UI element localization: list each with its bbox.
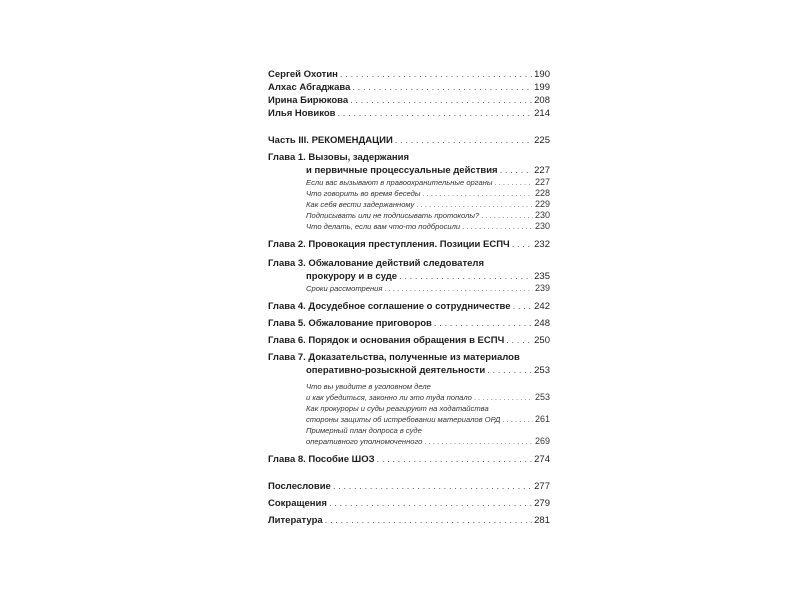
toc-entry-chapter-3: [268, 257, 550, 283]
toc-entry-label: Ирина Бирюкова: [268, 95, 349, 106]
toc-page-number: 253: [534, 392, 550, 402]
toc-subentry: [268, 188, 550, 199]
toc-page-number: 269: [534, 436, 550, 446]
leader-dots: [434, 317, 532, 330]
toc-entry-chapter-1: [268, 151, 550, 177]
toc-entry-afterword: [268, 480, 550, 493]
toc-entry-label: Глава 4. Досудебное соглашение о сотрудничестве: [268, 301, 511, 312]
toc-entry-label: Глава 3. Обжалование действий следователя: [268, 258, 484, 269]
toc-page-number: 253: [534, 365, 550, 376]
leader-dots: [481, 210, 533, 221]
leader-dots: [325, 514, 532, 527]
leader-dots: [352, 81, 532, 94]
toc-subentry-label-cont: стороны защиты об истребовании материалов ОРД: [306, 415, 501, 424]
toc-subentry-label: Что делать, если вам что-то подбросили: [306, 222, 461, 231]
toc-entry-label: Сергей Охотин: [268, 69, 338, 80]
toc-entry-label: Илья Новиков: [268, 108, 336, 119]
toc-page-number: 261: [534, 414, 550, 424]
leader-dots: [487, 364, 532, 377]
leader-dots: [333, 480, 532, 493]
toc-subentry-label: Что вы увидите в уголовном деле: [306, 382, 431, 391]
toc-subentry: [268, 177, 550, 188]
toc-entry-chapter-5: [268, 317, 550, 330]
toc-entry-label-cont: и первичные процессуальные действия: [306, 165, 498, 176]
toc-subentry-label: Как прокуроры и суды реагируют на ходатайства: [306, 404, 489, 413]
leader-dots: [422, 188, 533, 199]
toc-entry-chapter-7: [268, 351, 550, 377]
toc-page-number: 230: [534, 221, 550, 231]
toc-page-number: 235: [534, 271, 550, 282]
toc-entry-chapter-6: [268, 334, 550, 347]
toc-entry-author: [268, 68, 550, 81]
toc-entry-abbreviations: [268, 497, 550, 510]
toc-entry-label-cont: прокурору и в суде: [306, 271, 398, 282]
toc-page-number: 281: [534, 515, 550, 526]
toc-page-number: 208: [534, 95, 550, 106]
leader-dots: [500, 164, 533, 177]
leader-dots: [350, 94, 532, 107]
toc-entry-label: Часть III. РЕКОМЕНДАЦИИ: [268, 135, 393, 146]
leader-dots: [502, 414, 533, 425]
toc-subentry: [268, 199, 550, 210]
toc-entry-label: Глава 1. Вызовы, задержания: [268, 152, 410, 163]
toc-subentry: [268, 381, 550, 403]
toc-entry-author: [268, 107, 550, 120]
leader-dots: [329, 497, 532, 510]
toc-subentry-label-cont: и как убедиться, законно ли это туда попало: [306, 393, 472, 402]
toc-page-number: 250: [534, 335, 550, 346]
toc-page-number: 232: [534, 239, 550, 250]
toc-page-number: 279: [534, 498, 550, 509]
toc-entry-chapter-2: [268, 238, 550, 251]
toc-page-number: 190: [534, 69, 550, 80]
toc-page-number: 214: [534, 108, 550, 119]
toc-page-number: 228: [534, 188, 550, 198]
leader-dots: [384, 283, 533, 294]
leader-dots: [513, 300, 533, 313]
toc-entry-label: Сокращения: [268, 498, 327, 509]
toc-subentry-label: Сроки рассмотрения: [306, 284, 383, 293]
toc-subentry: [268, 210, 550, 221]
leader-dots: [474, 392, 533, 403]
toc-entry-label-cont: оперативно-розыскной деятельности: [306, 365, 486, 376]
leader-dots: [512, 238, 532, 251]
toc-entry-label: Послесловие: [268, 481, 331, 492]
toc-page-number: 199: [534, 82, 550, 93]
toc-entry-label: Глава 7. Доказательства, полученные из материалов: [268, 352, 520, 363]
toc-entry-author: [268, 81, 550, 94]
leader-dots: [416, 199, 533, 210]
toc-page-number: 274: [534, 454, 550, 465]
toc-subentry-label: Как себя вести задержанному: [306, 200, 415, 209]
leader-dots: [338, 107, 533, 120]
toc-page-number: 230: [534, 210, 550, 220]
leader-dots: [424, 436, 533, 447]
toc-entry-literature: [268, 514, 550, 527]
toc-subentry-label: Что говорить во время беседы: [306, 189, 421, 198]
toc-entry-label: Литература: [268, 515, 323, 526]
leader-dots: [399, 270, 532, 283]
toc-page-number: 277: [534, 481, 550, 492]
toc-subentry: [268, 221, 550, 232]
leader-dots: [340, 68, 532, 81]
toc-page-number: 242: [534, 301, 550, 312]
toc-page-number: 229: [534, 199, 550, 209]
toc-subentry: [268, 425, 550, 447]
toc-entry-label: Алхас Абгаджава: [268, 82, 351, 93]
leader-dots: [494, 177, 533, 188]
toc-entry-label: Глава 5. Обжалование приговоров: [268, 318, 432, 329]
toc-subentry: [268, 283, 550, 294]
toc-entry-chapter-8: [268, 453, 550, 466]
toc-subentry-label: Если вас вызывают в правоохранительные органы: [306, 178, 493, 187]
toc-page-number: 248: [534, 318, 550, 329]
toc-page-number: 239: [534, 283, 550, 293]
toc-entry-label: Глава 6. Порядок и основания обращения в ЕСПЧ: [268, 335, 505, 346]
leader-dots: [462, 221, 533, 232]
toc-subentry: [268, 403, 550, 425]
toc-entry-label: Глава 8. Пособие ШОЗ: [268, 454, 375, 465]
toc-subentry-label: Подписывать или не подписывать протоколы?: [306, 211, 480, 220]
toc-page-number: 227: [534, 165, 550, 176]
leader-dots: [506, 334, 532, 347]
table-of-contents: [268, 68, 550, 527]
toc-entry-chapter-4: [268, 300, 550, 313]
leader-dots: [377, 453, 533, 466]
toc-entry-label: Глава 2. Провокация преступления. Позиции ЕСПЧ: [268, 239, 510, 250]
toc-entry-author: [268, 94, 550, 107]
leader-dots: [395, 134, 532, 147]
toc-page-number: 225: [534, 135, 550, 146]
toc-entry-part: [268, 134, 550, 147]
toc-subentry-label-cont: оперативного уполномоченного: [306, 437, 423, 446]
toc-subentry-label: Примерный план допроса в суде: [306, 426, 422, 435]
toc-page-number: 227: [534, 177, 550, 187]
